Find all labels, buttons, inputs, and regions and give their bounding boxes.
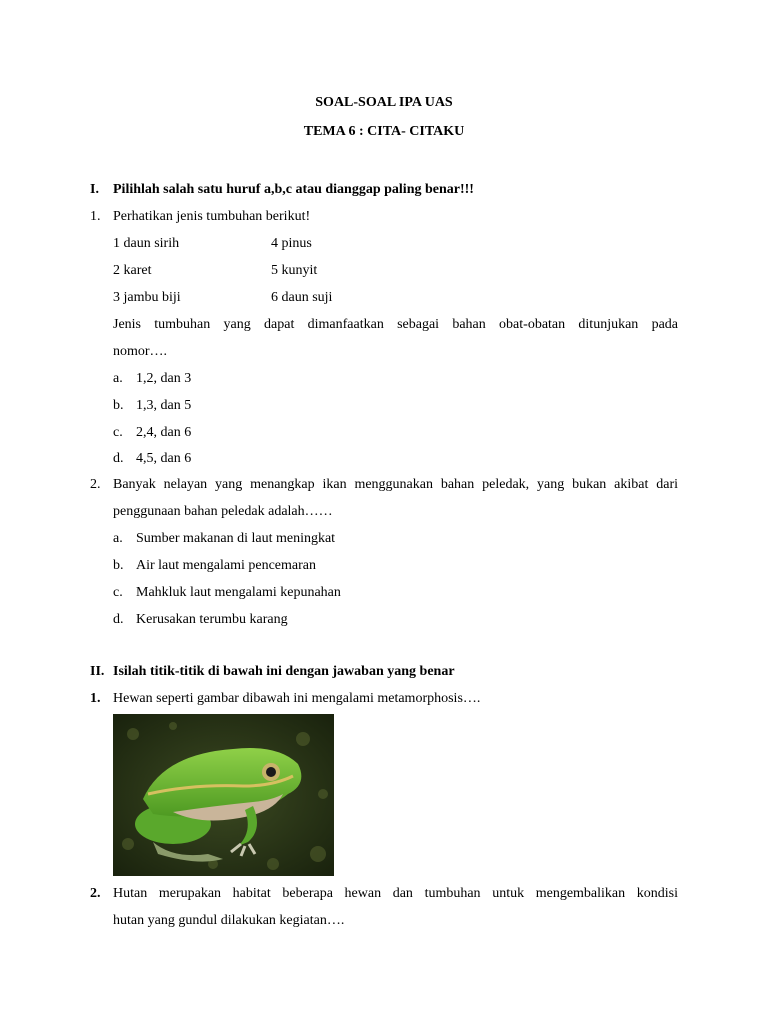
section-2-question-2-text-cont: hutan yang gundul dilakukan kegiatan…. [113,913,345,928]
option-text: 1,3, dan 5 [136,398,192,413]
option-letter: d. [113,451,124,466]
option-letter: a. [113,531,123,546]
plant-item: 4 pinus [271,236,312,251]
option-letter: b. [113,558,124,573]
option-letter: c. [113,585,123,600]
section-2-question-1-text: Hewan seperti gambar dibawah ini mengalami metamorphosis…. [113,691,481,706]
option-text: 4,5, dan 6 [136,451,192,466]
section-1-instruction: Pilihlah salah satu huruf a,b,c atau dianggap paling benar!!! [113,182,474,197]
question-2-text-cont: penggunaan bahan peledak adalah…… [113,504,333,519]
question-2-number: 2. [90,477,101,492]
option-letter: a. [113,371,123,386]
question-1-text: Perhatikan jenis tumbuhan berikut! [113,209,311,224]
option-letter: b. [113,398,124,413]
question-1-number: 1. [90,209,101,224]
question-1-prompt: Jenis tumbuhan yang dapat dimanfaatkan sebagai bahan obat-obatan ditunjukan pada [113,317,678,332]
option-text: Sumber makanan di laut meningkat [136,531,336,546]
section-2-question-1-number: 1. [90,691,101,706]
section-2-number: II. [90,664,105,679]
plant-item: 6 daun suji [271,290,333,305]
question-2-text: Banyak nelayan yang menangkap ikan menggunakan bahan peledak, yang bukan akibat dari [113,477,678,492]
plant-item: 2 karet [113,263,152,278]
section-2-question-2-text: Hutan merupakan habitat beberapa hewan dan tumbuhan untuk mengembalikan kondisi [113,886,678,901]
frog-image [113,714,334,876]
plant-item: 1 daun sirih [113,236,180,251]
section-2-question-2-number: 2. [90,886,101,901]
plant-item: 5 kunyit [271,263,318,278]
page-subtitle: TEMA 6 : CITA- CITAKU [303,124,465,139]
option-letter: c. [113,425,123,440]
option-text: Air laut mengalami pencemaran [136,558,316,573]
option-text: Kerusakan terumbu karang [136,612,288,627]
question-1-prompt-cont: nomor…. [113,344,168,359]
option-text: Mahkluk laut mengalami kepunahan [136,585,341,600]
page-title: SOAL-SOAL IPA UAS [315,95,453,110]
plant-item: 3 jambu biji [113,290,181,305]
section-2-instruction: Isilah titik-titik di bawah ini dengan jawaban yang benar [113,664,455,679]
option-letter: d. [113,612,124,627]
option-text: 1,2, dan 3 [136,371,192,386]
option-text: 2,4, dan 6 [136,425,192,440]
section-1-number: I. [90,182,99,197]
